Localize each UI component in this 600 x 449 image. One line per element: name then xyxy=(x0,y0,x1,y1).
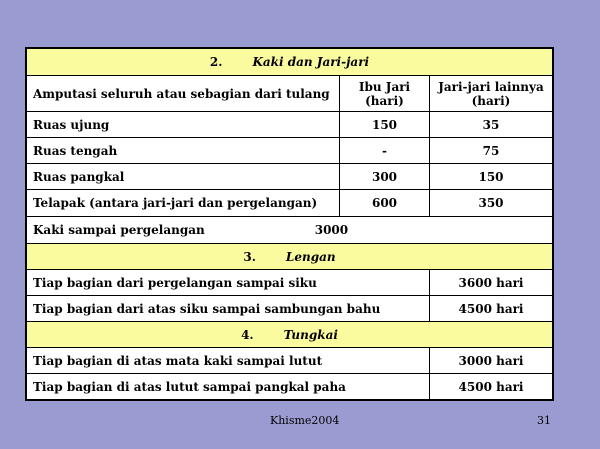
section-header-lengan xyxy=(27,243,552,269)
footer-author: Khisme2004 xyxy=(270,414,340,427)
section-header-kaki xyxy=(27,49,552,75)
section-header-tungkai xyxy=(27,321,552,347)
section-title: Lengan xyxy=(285,249,336,264)
kaki-total-row xyxy=(27,216,552,243)
section-number: 2. xyxy=(209,55,223,69)
table-row xyxy=(27,269,552,295)
table-row xyxy=(27,189,552,216)
section-title: Kaki dan Jari-jari xyxy=(252,55,370,69)
row-other-value: 35 xyxy=(429,112,552,137)
row-thumb-value: 600 xyxy=(339,190,429,216)
row-label: Telapak (antara jari-jari dan pergelangan) xyxy=(33,196,318,210)
kaki-total-cell xyxy=(27,217,552,243)
row-other-value: 75 xyxy=(429,138,552,163)
row-label: Ruas tengah xyxy=(33,143,118,158)
row-thumb-value: 150 xyxy=(339,112,429,137)
table-row xyxy=(27,137,552,163)
row-thumb-value: - xyxy=(339,138,429,163)
table-row xyxy=(27,163,552,189)
row-value: 3000 xyxy=(314,223,349,237)
row-value: 3600 hari xyxy=(429,270,552,295)
page-number: 31 xyxy=(537,414,551,427)
table-row xyxy=(27,373,552,399)
column-header-thumb: Ibu Jari (hari) xyxy=(339,76,429,111)
column-header-other-fingers: Jari-jari lainnya (hari) xyxy=(429,76,552,111)
row-label: Tiap bagian di atas mata kaki sampai lutut xyxy=(33,353,323,368)
row-label: Ruas ujung xyxy=(33,117,110,132)
row-value: 4500 hari xyxy=(429,374,552,399)
section-number: 4. xyxy=(241,327,254,342)
section-header-kaki-cell xyxy=(27,49,552,75)
table-row xyxy=(27,347,552,373)
section-header-lengan-cell xyxy=(27,244,552,269)
row-label: Kaki sampai pergelangan xyxy=(33,223,205,237)
table-row xyxy=(27,295,552,321)
row-thumb-value: 300 xyxy=(339,164,429,189)
section-header-tungkai-cell xyxy=(27,322,552,347)
row-label: Tiap bagian di atas lutut sampai pangkal paha xyxy=(33,379,346,394)
row-label: Tiap bagian dari atas siku sampai sambungan bahu xyxy=(33,301,381,316)
row-label: Tiap bagian dari pergelangan sampai siku xyxy=(33,275,317,290)
row-value: 4500 hari xyxy=(429,296,552,321)
column-header-amputation: Amputasi seluruh atau sebagian dari tulang xyxy=(33,86,330,101)
column-header-row xyxy=(27,75,552,111)
table-row xyxy=(27,111,552,137)
row-other-value: 350 xyxy=(429,190,552,216)
row-label: Ruas pangkal xyxy=(33,169,125,184)
section-title: Tungkai xyxy=(283,327,338,342)
compensation-table xyxy=(25,47,554,401)
section-number: 3. xyxy=(243,249,256,264)
row-value: 3000 hari xyxy=(429,348,552,373)
row-other-value: 150 xyxy=(429,164,552,189)
